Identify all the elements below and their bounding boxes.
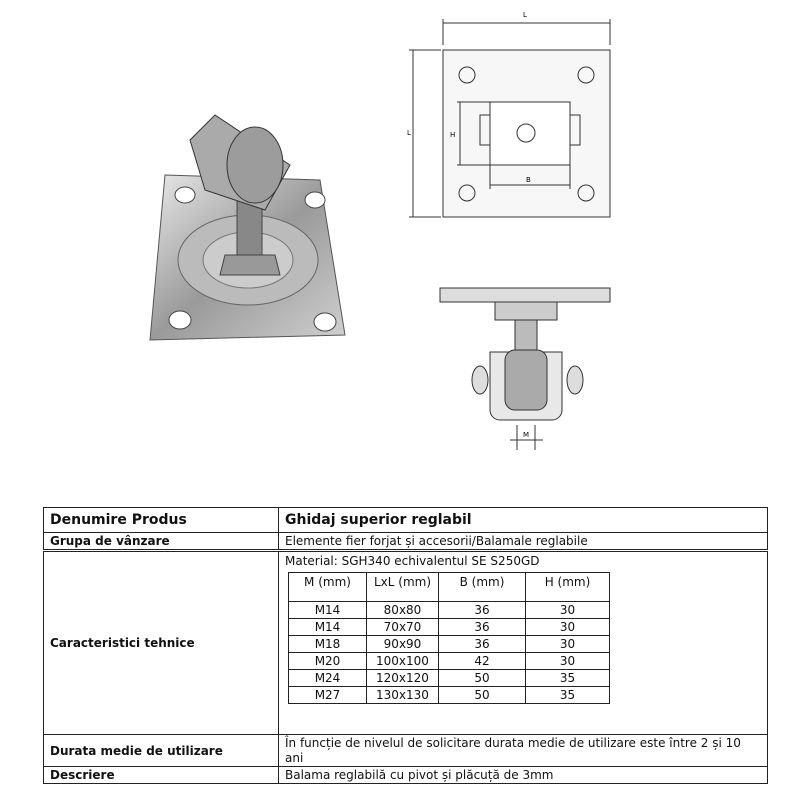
cell: 50 bbox=[439, 670, 526, 687]
cell: M14 bbox=[289, 602, 367, 619]
col-header: B (mm) bbox=[439, 573, 526, 602]
cell: M14 bbox=[289, 619, 367, 636]
cell: 130x130 bbox=[367, 687, 439, 704]
cell: 30 bbox=[526, 636, 610, 653]
cell: 36 bbox=[439, 619, 526, 636]
product-spec-table bbox=[43, 507, 768, 784]
side-view-drawing bbox=[435, 280, 625, 455]
material: Material: SGH340 echivalentul SE S250GD bbox=[285, 554, 540, 568]
cell: 100x100 bbox=[367, 653, 439, 670]
product-name-label: Denumire Produs bbox=[44, 508, 279, 533]
cell: 70x70 bbox=[367, 619, 439, 636]
cell: 42 bbox=[439, 653, 526, 670]
dim-label-b: B bbox=[526, 176, 531, 184]
lifetime-value: În funcție de nivelul de solicitare durata medie de utilizare este între 2 și 10 ani bbox=[279, 735, 768, 767]
table-row bbox=[289, 670, 610, 687]
row-product-name bbox=[44, 508, 768, 533]
cell: 30 bbox=[526, 619, 610, 636]
cell: 30 bbox=[526, 653, 610, 670]
group-label: Grupa de vânzare bbox=[44, 533, 279, 551]
dimensions-table bbox=[288, 572, 610, 704]
top-view-drawing bbox=[405, 5, 625, 230]
row-group bbox=[44, 533, 768, 551]
cell: 80x80 bbox=[367, 602, 439, 619]
cell: 120x120 bbox=[367, 670, 439, 687]
dim-label-m: M bbox=[523, 431, 530, 439]
table-row bbox=[289, 653, 610, 670]
cell: M24 bbox=[289, 670, 367, 687]
cell: 50 bbox=[439, 687, 526, 704]
col-header: LxL (mm) bbox=[367, 573, 439, 602]
col-header: H (mm) bbox=[526, 573, 610, 602]
description-label: Descriere bbox=[44, 767, 279, 784]
row-tech bbox=[44, 551, 768, 735]
cell: M27 bbox=[289, 687, 367, 704]
cell: 36 bbox=[439, 636, 526, 653]
description-value: Balama reglabilă cu pivot și plăcuță de 3mm bbox=[279, 767, 768, 784]
row-description bbox=[44, 767, 768, 784]
cell: 30 bbox=[526, 602, 610, 619]
cell: M20 bbox=[289, 653, 367, 670]
table-row bbox=[289, 687, 610, 704]
product-photo bbox=[145, 110, 350, 350]
cell: 36 bbox=[439, 602, 526, 619]
cell: 35 bbox=[526, 687, 610, 704]
row-lifetime bbox=[44, 735, 768, 767]
group-value: Elemente fier forjat și accesorii/Balamale reglabile bbox=[279, 533, 768, 551]
tech-label: Caracteristici tehnice bbox=[44, 551, 279, 735]
table-row bbox=[289, 636, 610, 653]
lifetime-label: Durata medie de utilizare bbox=[44, 735, 279, 767]
dim-label-l-side: L bbox=[407, 129, 411, 137]
product-name: Ghidaj superior reglabil bbox=[279, 508, 768, 533]
dim-label-h: H bbox=[450, 131, 456, 139]
cell: 35 bbox=[526, 670, 610, 687]
table-row bbox=[289, 602, 610, 619]
cell: M18 bbox=[289, 636, 367, 653]
dim-label-l: L bbox=[523, 11, 527, 19]
col-header: M (mm) bbox=[289, 573, 367, 602]
cell: 90x90 bbox=[367, 636, 439, 653]
table-row bbox=[289, 619, 610, 636]
